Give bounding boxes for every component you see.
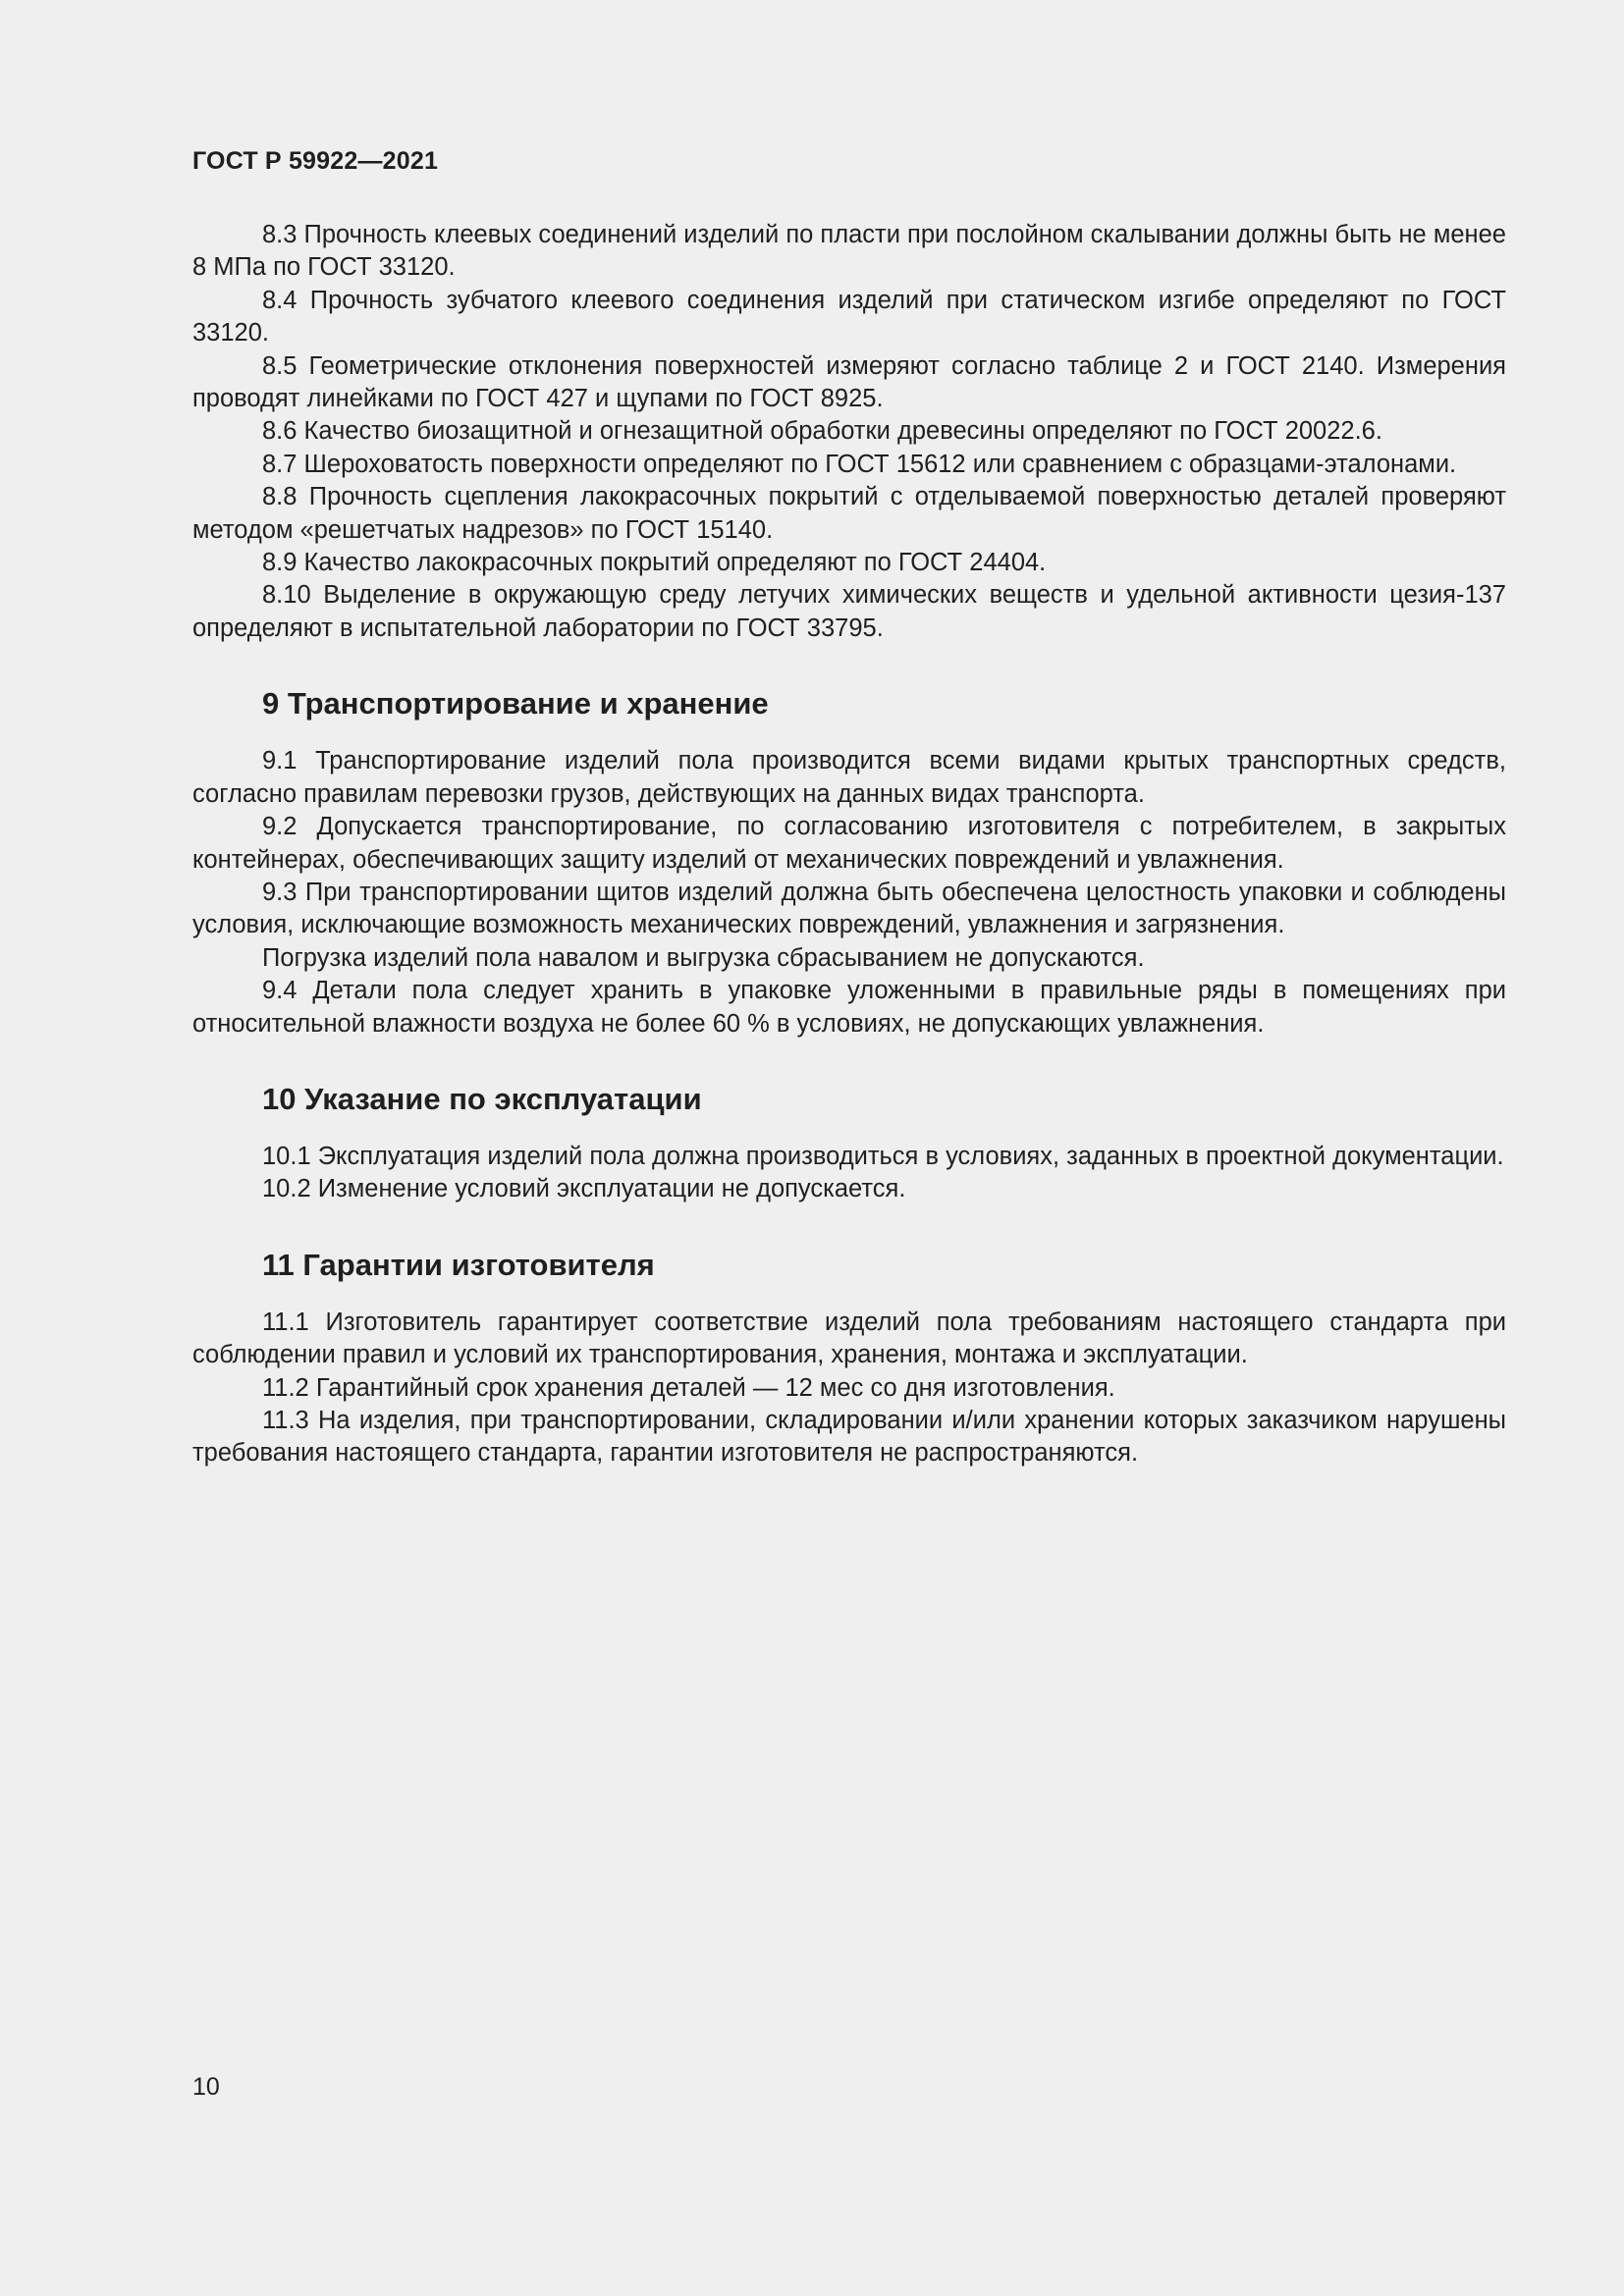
paragraph-11-3: 11.3 На изделия, при транспортировании, складировании и/или хранении которых заказчиком нарушены требования настоящего стандарта, гарантии изготовителя не распространяются.	[192, 1406, 1506, 1468]
paragraph-8-10: 8.10 Выделение в окружающую среду летучих химических веществ и удельной активности цезия-137 определяют в испытательной лаборатории по ГОСТ 33795.	[192, 581, 1506, 642]
section-9-title: 9 Транспортирование и хранение	[262, 686, 769, 721]
section-10	[192, 1141, 1506, 1206]
paragraph-8-5: 8.5 Геометрические отклонения поверхностей измеряют согласно таблице 2 и ГОСТ 2140. Измерения проводят линейками по ГОСТ 427 и щупами по ГОСТ 8925.	[192, 351, 1506, 413]
paragraph-10-1: 10.1 Эксплуатация изделий пола должна производиться в условиях, заданных в проектной документации.	[262, 1142, 1504, 1170]
paragraph-11-2: 11.2 Гарантийный срок хранения деталей — 12 мес со дня изготовления.	[262, 1373, 1115, 1402]
paragraph-9-4: 9.4 Детали пола следует хранить в упаковке уложенными в правильные ряды в помещениях при относительной влажности воздуха не более 60 % в условиях, не допускающих увлажнения.	[192, 977, 1506, 1038]
paragraph-8-9: 8.9 Качество лакокрасочных покрытий определяют по ГОСТ 24404.	[262, 549, 1047, 577]
section-11-title: 11 Гарантии изготовителя	[262, 1247, 655, 1282]
section-8	[192, 219, 1506, 645]
section-9	[192, 745, 1506, 1041]
paragraph-9-3: 9.3 При транспортировании щитов изделий должна быть обеспечена целостность упаковки и соблюдены условия, исключающие возможность механических повреждений, увлажнения и загрязнения.	[192, 878, 1506, 939]
paragraph-9-2: 9.2 Допускается транспортирование, по согласованию изготовителя с потребителем, в закрытых контейнерах, обеспечивающих защиту изделий от механических повреждений и увлажнения.	[192, 813, 1506, 874]
paragraph-9-3-loading: Погрузка изделий пола навалом и выгрузка сбрасыванием не допускаются.	[262, 943, 1145, 972]
paragraph-8-7: 8.7 Шероховатость поверхности определяют по ГОСТ 15612 или сравнением с образцами-эталонами.	[262, 450, 1457, 478]
paragraph-8-3: 8.3 Прочность клеевых соединений изделий по пласти при послойном скалывании должны быть не менее 8 МПа по ГОСТ 33120.	[192, 221, 1506, 282]
section-11	[192, 1307, 1506, 1470]
paragraph-8-6: 8.6 Качество биозащитной и огнезащитной обработки древесины определяют по ГОСТ 20022.6.	[262, 417, 1382, 446]
document-page	[192, 147, 1506, 1470]
paragraph-8-4: 8.4 Прочность зубчатого клеевого соединения изделий при статическом изгибе определяют по ГОСТ 33120.	[192, 286, 1506, 347]
paragraph-10-2: 10.2 Изменение условий эксплуатации не допускается.	[262, 1175, 906, 1203]
section-10-title: 10 Указание по эксплуатации	[262, 1081, 702, 1116]
page-number: 10	[192, 2073, 220, 2101]
paragraph-9-1: 9.1 Транспортирование изделий пола производится всеми видами крытых транспортных средств, согласно правилам перевозки грузов, действующих на данных видах транспорта.	[192, 747, 1506, 808]
paragraph-11-1: 11.1 Изготовитель гарантирует соответствие изделий пола требованиям настоящего стандарта при соблюдении правил и условий их транспортирования, хранения, монтажа и эксплуатации.	[192, 1308, 1506, 1369]
document-header: ГОСТ Р 59922—2021	[192, 147, 439, 175]
paragraph-8-8: 8.8 Прочность сцепления лакокрасочных покрытий с отделываемой поверхностью деталей проверяют методом «решетчатых надрезов» по ГОСТ 15140.	[192, 483, 1506, 544]
